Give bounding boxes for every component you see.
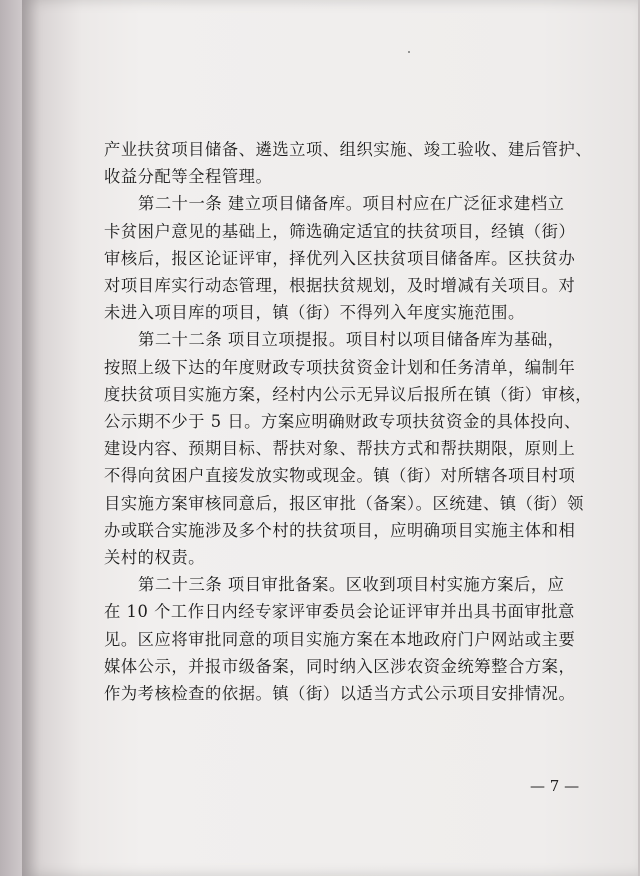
body-line: 媒体公示，并报市级备案，同时纳入区涉农资金统筹整合方案， bbox=[104, 656, 576, 676]
page-number: — 7 — bbox=[530, 777, 580, 795]
body-line: 办或联合实施涉及多个村的扶贫项目，应明确项目实施主体和相 bbox=[104, 520, 576, 540]
body-line: 度扶贫项目实施方案，经村内公示无异议后报所在镇（街）审核， bbox=[104, 384, 593, 404]
body-line: 目实施方案审核同意后，报区审批（备案）。区统建、镇（街）领 bbox=[104, 493, 584, 513]
body-line: 卡贫困户意见的基础上，筛选确定适宜的扶贫项目，经镇（街） bbox=[104, 221, 576, 241]
article-21-heading-line: 第二十一条 建立项目储备库。项目村应在广泛征求建档立 bbox=[138, 194, 565, 214]
body-line: 不得向贫困户直接发放实物或现金。镇（街）对所辖各项目村项 bbox=[104, 466, 576, 486]
body-line: 见。区应将审批同意的项目实施方案在本地政府门户网站或主要 bbox=[104, 629, 576, 649]
body-line: 公示期不少于 5 日。方案应明确财政专项扶贫资金的具体投向、 bbox=[104, 412, 581, 432]
body-line: 对项目库实行动态管理，根据扶贫规划，及时增减有关项目。对 bbox=[104, 276, 576, 296]
body-line: 产业扶贫项目储备、遴选立项、组织实施、竣工验收、建后管护、 bbox=[104, 140, 593, 159]
speck bbox=[408, 51, 410, 53]
document-body bbox=[104, 136, 593, 707]
body-line: 在 10 个工作日内经专家评审委员会论证评审并出具书面审批意 bbox=[104, 602, 575, 622]
article-22-heading-line: 第二十二条 项目立项提报。项目村以项目储备库为基础， bbox=[138, 330, 565, 350]
body-line: 建设内容、预期目标、帮扶对象、帮扶方式和帮扶期限，原则上 bbox=[104, 439, 576, 459]
body-line: 审核后，报区论证评审，择优列入区扶贫项目储备库。区扶贫办 bbox=[104, 248, 576, 268]
body-line: 未进入项目库的项目，镇（街）不得列入年度实施范围。 bbox=[104, 303, 525, 323]
article-23-heading-line: 第二十三条 项目审批备案。区收到项目村实施方案后，应 bbox=[138, 575, 565, 595]
body-line: 按照上级下达的年度财政专项扶贫资金计划和任务清单，编制年 bbox=[104, 357, 576, 377]
body-line: 收益分配等全程管理。 bbox=[104, 167, 273, 187]
page-edge-shadow bbox=[0, 0, 22, 876]
body-line: 关村的权责。 bbox=[104, 548, 205, 568]
body-line: 作为考核检查的依据。镇（街）以适当方式公示项目安排情况。 bbox=[104, 684, 576, 704]
